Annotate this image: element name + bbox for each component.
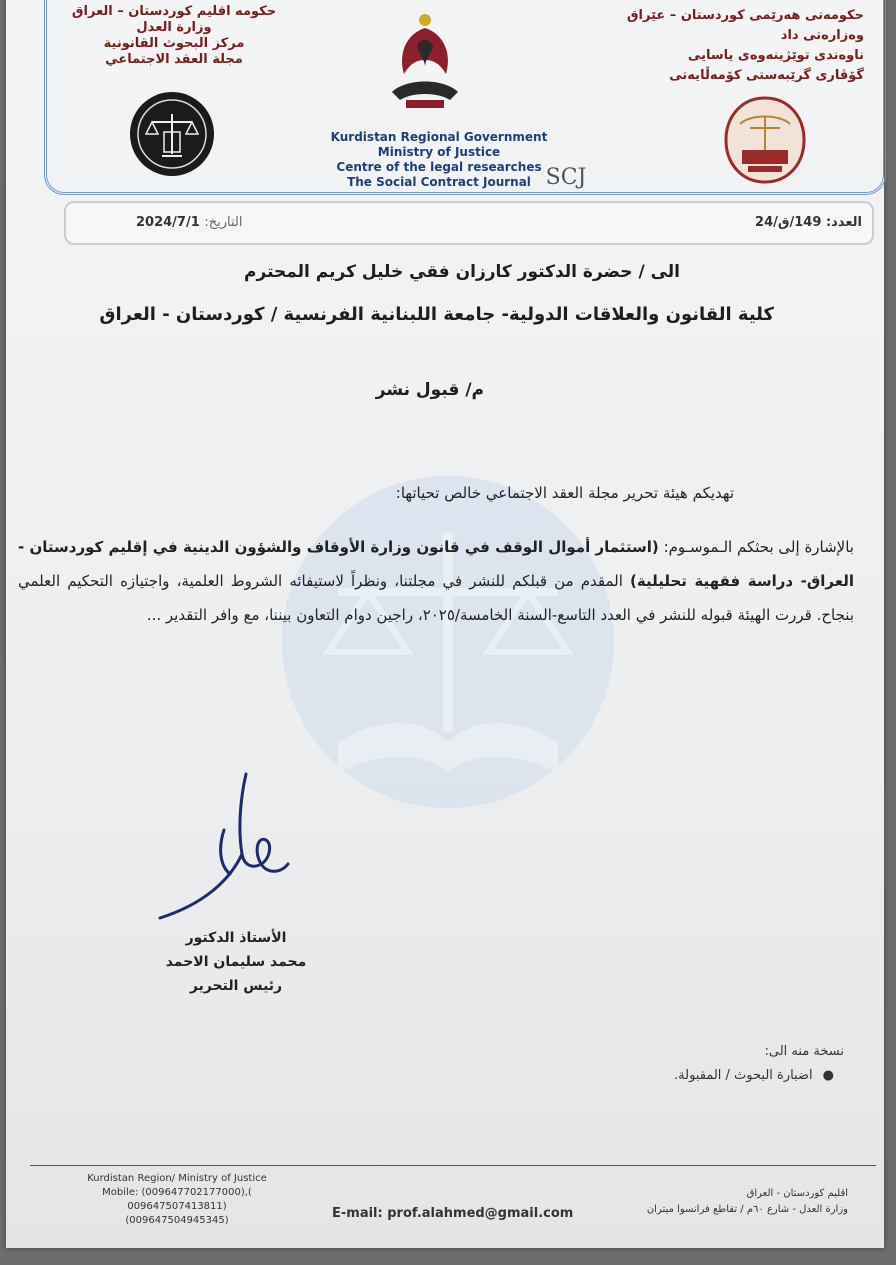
letter-greeting: تهديكم هيئة تحرير مجلة العقد الاجتماعي خالص تحياتها:: [395, 484, 734, 502]
header-arabic-line: مركز البحوث القانونية: [103, 36, 245, 51]
letter-body: [18, 530, 854, 632]
number-value: 149/ق/24: [755, 215, 822, 230]
copies-title: نسخة منه الى:: [764, 1044, 844, 1059]
header-kurdish-block: [604, 6, 864, 86]
ministry-seal-icon: [720, 94, 810, 190]
handwritten-signature: [154, 770, 294, 922]
copies-item-text: اضبارة البحوث / المقبولة.: [674, 1068, 813, 1083]
letter-date: [136, 215, 242, 230]
signer-name: محمد سليمان الاحمد: [165, 954, 307, 970]
header-arabic-block: [64, 4, 284, 68]
header-kurdish-line: حکومەتی هەرێمی کوردستان – عێراق: [626, 8, 864, 23]
footer-address-line: وزارة العدل - شارع ٦٠م / تقاطع فرانسوا ميتران: [646, 1204, 848, 1215]
header-english-line: Ministry of Justice: [377, 145, 501, 159]
footer-divider: [30, 1165, 876, 1166]
footer-address-line: اقليم كوردستان - العراق: [746, 1188, 848, 1199]
header-english-line: The Social Contract Journal: [347, 175, 531, 189]
header-kurdish-line: گۆڤاری گرێبەستی کۆمەڵایەتی: [669, 68, 864, 83]
body-intro: بالإشارة إلى بحثكم الـموسـوم:: [658, 538, 854, 556]
date-label: التاريخ:: [204, 215, 243, 230]
header-english-block: [324, 130, 554, 190]
bullet-icon: ●: [822, 1068, 834, 1083]
signer-block: [146, 926, 326, 998]
footer-contact: [52, 1172, 302, 1228]
recipient-affiliation: كلية القانون والعلاقات الدولية- جامعة اللبنانية الفرنسية / كوردستان - العراق: [99, 304, 774, 325]
letter-subject: م/ قبول نشر: [375, 380, 484, 400]
footer-org: Kurdistan Region/ Ministry of Justice: [87, 1173, 267, 1184]
header-kurdish-line: ناوەندی توێژینەوەی یاسایی: [687, 48, 864, 63]
header-kurdish-line: وەزارەتی داد: [780, 28, 864, 43]
copies-item: [674, 1068, 834, 1083]
body-rest: المقدم من قبلكم للنشر في مجلتنا، ونظراً لاستيفائه الشروط العلمية، واجتيازه التحكيم العلمي بنجاح. قررت الهيئة قبوله للنشر في العدد التاسع-السنة الخامسة/٢٠٢٥، راجين دوام التعاون بيننا، مع وافر التقدير ...: [18, 572, 854, 624]
header-arabic-line: حكومه اقليم كوردستان – العراق: [71, 4, 277, 19]
scales-of-justice-seal-icon: [128, 88, 216, 184]
research-title: (استثمار أموال الوقف في قانون وزارة الأوقاف والشؤون الدينية في إقليم كوردستان - العراق- دراسة فقهية تحليلية): [18, 538, 854, 590]
scj-logo-text: SCJ: [545, 165, 587, 190]
header-english-line: Kurdistan Regional Government: [330, 130, 548, 144]
reference-box: [64, 201, 874, 245]
footer-mobile: Mobile: (009647702177000),( 009647507413811): [102, 1187, 252, 1212]
recipient-line: الى / حضرة الدكتور كارزان فقي خليل كريم المحترم: [244, 262, 680, 282]
footer-mobile-2: (009647504945345): [125, 1215, 229, 1226]
signer-title: الأستاذ الدكتور: [185, 930, 287, 946]
letter-paper: [6, 0, 884, 1248]
letter-number: [755, 215, 862, 230]
footer-email: E-mail: prof.alahmed@gmail.com: [332, 1206, 574, 1221]
number-label: العدد:: [825, 215, 862, 230]
signer-position: رئيس التحرير: [189, 978, 283, 994]
header-arabic-line: مجلة العقد الاجتماعي: [105, 52, 243, 67]
scj-journal-logo: [544, 158, 588, 192]
date-value: 2024/7/1: [136, 215, 200, 230]
kurdistan-eagle-emblem-icon: [384, 8, 466, 128]
header-english-line: Centre of the legal researches: [336, 160, 542, 174]
footer-address: [568, 1186, 848, 1218]
watermark-logo-icon: [278, 472, 618, 812]
header-arabic-line: وزارة العدل: [136, 20, 212, 35]
